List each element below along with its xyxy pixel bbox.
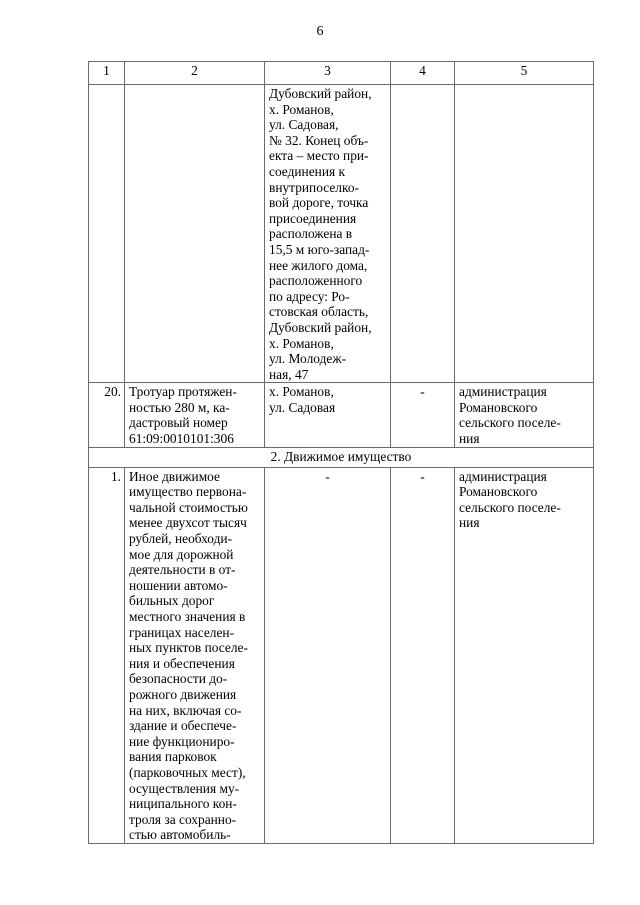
section-heading-row (89, 447, 594, 467)
cell-holder (455, 85, 594, 383)
cell-col4: - (391, 467, 455, 843)
cell-location: х. Романов, ул. Садовая (265, 383, 391, 447)
cell-location: - (265, 467, 391, 843)
header-col-2: 2 (125, 62, 265, 85)
table-row-20 (89, 383, 594, 447)
section-title: 2. Движимое имущество (89, 447, 594, 467)
header-col-5: 5 (455, 62, 594, 85)
header-col-3: 3 (265, 62, 391, 85)
header-col-4: 4 (391, 62, 455, 85)
page-number: 6 (316, 24, 324, 39)
table-header-row (89, 62, 594, 85)
cell-name: Иное движимое имущество первона- чальной стоимостью менее двухсот тысяч рублей, необходи- мое для дорожной деятельности в от- ношении автомо- бильных дорог местного значения в границах населен- ных пунктов поселе- ния и обеспечения безопасности до- рожного движения на них, включая со- здание и обеспече- ние функциониро- вания парковок (парковочных мест), осуществления му- ниципального кон- троля за сохранно- стью автомобиль- (125, 467, 265, 843)
cell-col4 (391, 85, 455, 383)
cell-holder: администрация Романовского сельского поселе- ния (455, 383, 594, 447)
cell-col4: - (391, 383, 455, 447)
cell-name: Тротуар протяжен- ностью 280 м, ка- дастровый номер 61:09:0010101:306 (125, 383, 265, 447)
cell-number: 1. (89, 467, 125, 843)
cell-location: Дубовский район, х. Романов, ул. Садовая, № 32. Конец объ- екта – место при- соединения к внутрипоселко- вой дороге, точка присоединения расположена в 15,5 м юго-запад- нее жилого дома, расположенного по адресу: Ро- стовская область, Дубовский район, х. Романов, ул. Молодеж- ная, 47 (265, 85, 391, 383)
property-table (88, 61, 594, 844)
cell-name (125, 85, 265, 383)
table-row-1 (89, 467, 594, 843)
header-col-1: 1 (89, 62, 125, 85)
cell-holder: администрация Романовского сельского поселе- ния (455, 467, 594, 843)
cell-number: 20. (89, 383, 125, 447)
cell-number (89, 85, 125, 383)
table-row-continuation (89, 85, 594, 383)
